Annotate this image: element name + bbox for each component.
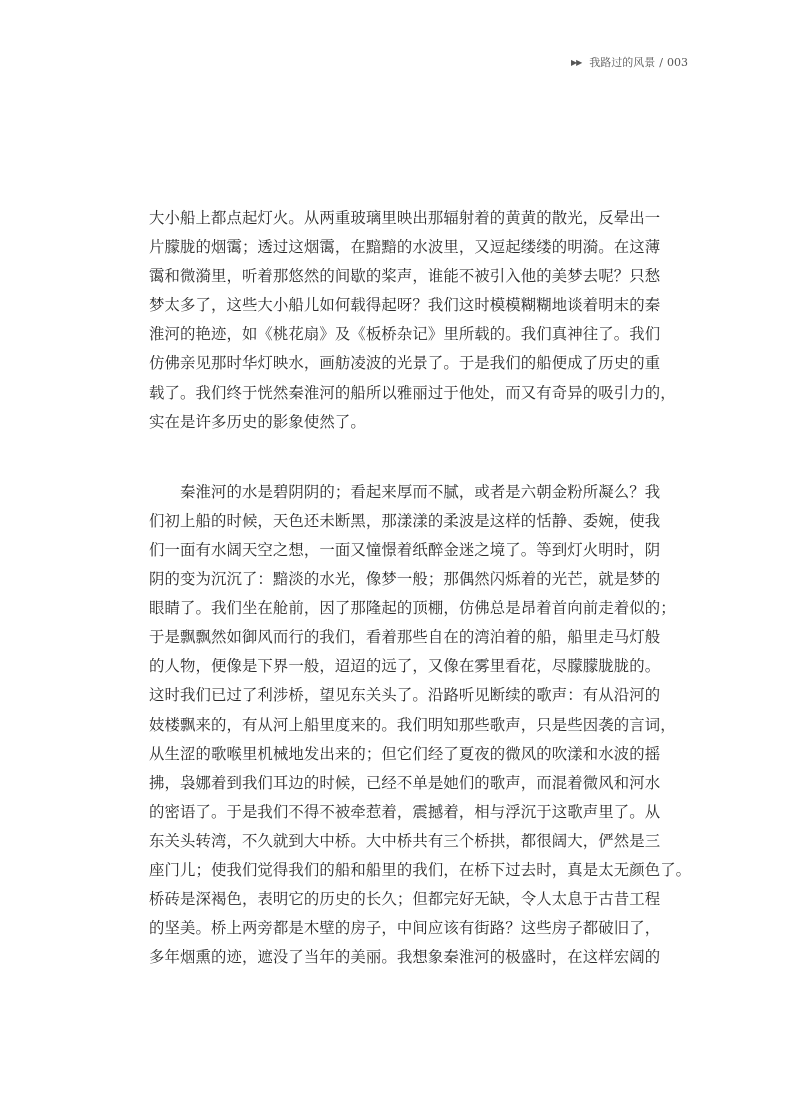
- text-line: 桥砖是深褐色，表明它的历史的长久；但都完好无缺，令人太息于古昔工程: [149, 890, 661, 909]
- body-text: [149, 204, 690, 972]
- text-line: 这时我们已过了利涉桥，望见东关头了。沿路听见断续的歌声：有从沿河的: [149, 686, 661, 705]
- text-line: 座门儿；使我们觉得我们的船和船里的我们，在桥下过去时，真是太无颜色了。: [149, 860, 692, 879]
- header-separator: /: [659, 55, 663, 69]
- running-header: [520, 54, 688, 70]
- text-line: 的密语了。于是我们不得不被牵惹着，震撼着，相与浮沉于这歌声里了。从: [149, 802, 661, 821]
- chapter-title: 我路过的风景: [589, 56, 656, 69]
- text-line: 的人物，便像是下界一般，迢迢的远了，又像在雾里看花，尽朦朦胧胧的。: [149, 657, 661, 676]
- text-line: 的坚美。桥上两旁都是木壁的房子，中间应该有街路？这些房子都破旧了，: [149, 919, 661, 938]
- paragraph-spacer: [149, 437, 690, 478]
- text-line: 载了。我们终于恍然秦淮河的船所以雅丽过于他处，而又有奇异的吸引力的，: [149, 383, 676, 402]
- text-line: 于是飘飘然如御风而行的我们，看着那些自在的湾泊着的船，船里走马灯般: [149, 628, 661, 647]
- text-line: 霭和微漪里，听着那悠然的间歇的桨声，谁能不被引入他的美梦去呢？只愁: [149, 267, 661, 286]
- text-line: 妓楼飘来的，有从河上船里度来的。我们明知那些歌声，只是些因袭的言词，: [149, 715, 676, 734]
- text-line: 拂，袅娜着到我们耳边的时候，已经不单是她们的歌声，而混着微风和河水: [149, 773, 661, 792]
- page-number: 003: [667, 55, 688, 69]
- text-line: 们初上船的时候，天色还未断黑，那漾漾的柔波是这样的恬静、委婉，使我: [149, 511, 661, 530]
- text-line: 阴的变为沉沉了：黯淡的水光，像梦一般；那偶然闪烁着的光芒，就是梦的: [149, 570, 661, 589]
- text-line: 梦太多了，这些大小船儿如何载得起呀？我们这时模模糊糊地谈着明末的秦: [149, 296, 661, 315]
- text-line: 片朦胧的烟霭；透过这烟霭，在黯黯的水波里，又逗起缕缕的明漪。在这薄: [149, 238, 661, 257]
- paragraph-1: [149, 204, 690, 437]
- text-line: 仿佛亲见那时华灯映水，画舫凌波的光景了。于是我们的船便成了历史的重: [149, 354, 661, 373]
- text-line: 大小船上都点起灯火。从两重玻璃里映出那辐射着的黄黄的散光，反晕出一: [149, 209, 661, 227]
- paragraph-2: [149, 478, 690, 973]
- text-line: 实在是许多历史的影象使然了。: [149, 412, 366, 431]
- text-line: 从生涩的歌喉里机械地发出来的；但它们经了夏夜的微风的吹漾和水波的摇: [149, 744, 661, 763]
- text-line: 淮河的艳迹，如《桃花扇》及《板桥杂记》里所载的。我们真神往了。我们: [149, 325, 661, 344]
- text-line: 眼睛了。我们坐在舱前，因了那隆起的顶棚，仿佛总是昂着首向前走着似的；: [149, 599, 676, 618]
- text-line: 们一面有水阔天空之想，一面又憧憬着纸醉金迷之境了。等到灯火明时，阴: [149, 540, 661, 559]
- text-line: 秦淮河的水是碧阴阴的；看起来厚而不腻，或者是六朝金粉所凝么？我: [180, 482, 661, 501]
- double-triangle-icon: ▶▶: [570, 57, 582, 67]
- text-line: 多年烟熏的迹，遮没了当年的美丽。我想象秦淮河的极盛时，在这样宏阔的: [149, 948, 661, 967]
- text-line: 东关头转湾，不久就到大中桥。大中桥共有三个桥拱，都很阔大，俨然是三: [149, 831, 661, 850]
